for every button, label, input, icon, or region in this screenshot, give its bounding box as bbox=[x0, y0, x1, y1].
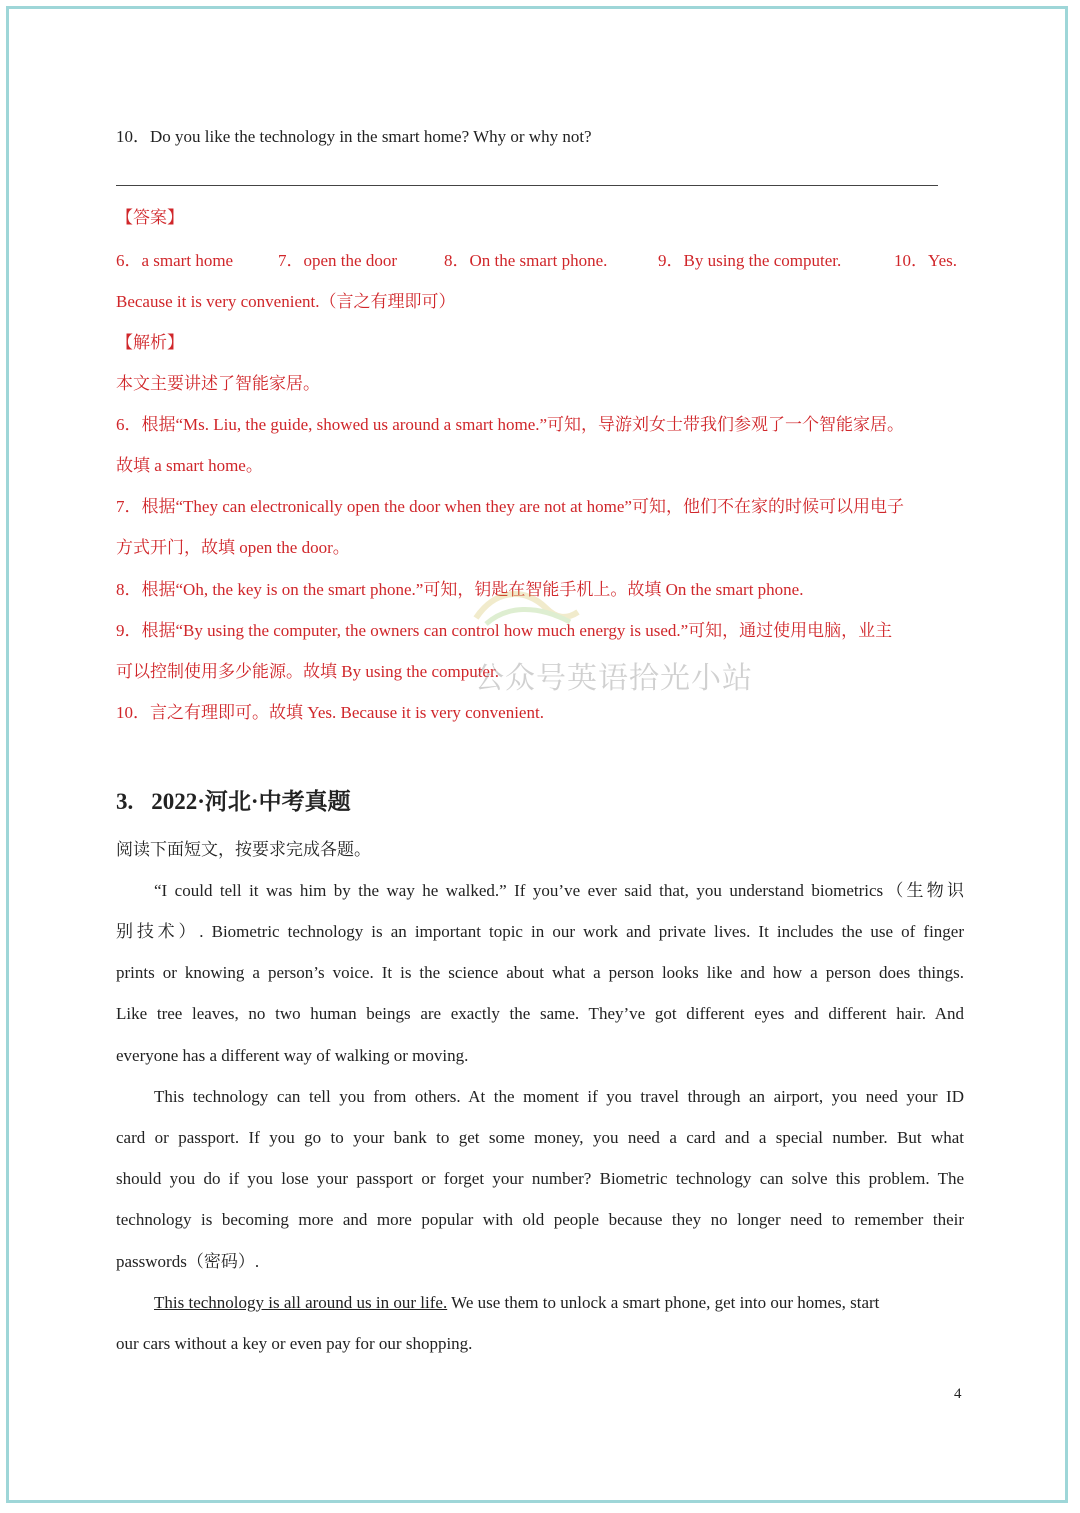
answer-6: 6．a smart home bbox=[116, 251, 234, 270]
page-border bbox=[6, 6, 1068, 1503]
analysis-6-fill: 故填 a smart home。 bbox=[116, 456, 263, 475]
analysis-6: 6．根据“Ms. Liu, the guide, showed us around a smart home.”可知，导游刘女士带我们参观了一个智能家居。 bbox=[116, 415, 905, 434]
passage-line: “I could tell it was him by the way he walked.” If you’ve ever said that, you understand biometrics（生物识 bbox=[154, 881, 964, 900]
passage-line: our cars without a key or even pay for our shopping. bbox=[116, 1334, 473, 1353]
passage-line: everyone has a different way of walking or moving. bbox=[116, 1046, 469, 1065]
answer-9: 9．By using the computer. bbox=[658, 251, 842, 270]
answer-label: 【答案】 bbox=[116, 208, 184, 227]
analysis-10: 10．言之有理即可。故填 Yes. Because it is very convenient. bbox=[116, 703, 544, 722]
passage-text: We use them to unlock a smart phone, get into our homes, start bbox=[447, 1293, 880, 1312]
passage-line: card or passport. If you go to your bank to get some money, you need a card and a special number. But what bbox=[116, 1128, 964, 1147]
answer-7: 7．open the door bbox=[278, 251, 397, 270]
answer-10: 10．Yes. bbox=[894, 251, 957, 270]
passage-line: technology is becoming more and more popular with old people because they no longer need to remember their bbox=[116, 1210, 964, 1229]
analysis-9-fill: 可以控制使用多少能源。故填 By using the computer. bbox=[116, 662, 499, 681]
passage-line: should you do if you lose your passport or forget your number? Biometric technology can solve this problem. The bbox=[116, 1169, 964, 1188]
passage-line: 别技术）. Biometric technology is an important topic in our work and private lives. It includes the use of finger bbox=[116, 922, 964, 941]
section-title: 2022·河北·中考真题 bbox=[151, 789, 351, 814]
analysis-9: 9．根据“By using the computer, the owners can control how much energy is used.”可知，通过使用电脑，业主 bbox=[116, 621, 893, 640]
watermark-logo bbox=[466, 578, 586, 634]
section-number: 3. bbox=[116, 789, 134, 814]
passage-line: Like tree leaves, no two human beings are exactly the same. They’ve got different eyes and different hair. And bbox=[116, 1004, 964, 1023]
passage-line: This technology can tell you from others. At the moment if you travel through an airport, you need your ID bbox=[154, 1087, 964, 1106]
analysis-7-fill: 方式开门，故填 open the door。 bbox=[116, 538, 350, 557]
passage-line: passwords（密码）. bbox=[116, 1252, 260, 1271]
analysis-label: 【解析】 bbox=[116, 333, 184, 352]
passage-line bbox=[154, 1291, 879, 1315]
analysis-8: 8．根据“Oh, the key is on the smart phone.”可知，钥匙在智能手机上。故填 On the smart phone. bbox=[116, 580, 804, 599]
answer-8: 8．On the smart phone. bbox=[444, 251, 608, 270]
passage-line: prints or knowing a person’s voice. It is the science about what a person looks like and how a person does things. bbox=[116, 963, 964, 982]
analysis-7: 7．根据“They can electronically open the door when they are not at home”可知，他们不在家的时候可以用电子 bbox=[116, 497, 904, 516]
question-10: 10．Do you like the technology in the smart home? Why or why not? bbox=[116, 127, 592, 146]
answer-line-2: Because it is very convenient.（言之有理即可） bbox=[116, 292, 456, 311]
watermark-text: 公众号英语拾光小站 bbox=[474, 661, 753, 696]
page-number: 4 bbox=[954, 1386, 962, 1402]
analysis-summary: 本文主要讲述了智能家居。 bbox=[116, 374, 320, 393]
underlined-sentence: This technology is all around us in our life. bbox=[154, 1293, 448, 1312]
answer-line bbox=[116, 185, 938, 186]
instructions: 阅读下面短文，按要求完成各题。 bbox=[116, 840, 371, 859]
section-heading bbox=[116, 786, 351, 818]
